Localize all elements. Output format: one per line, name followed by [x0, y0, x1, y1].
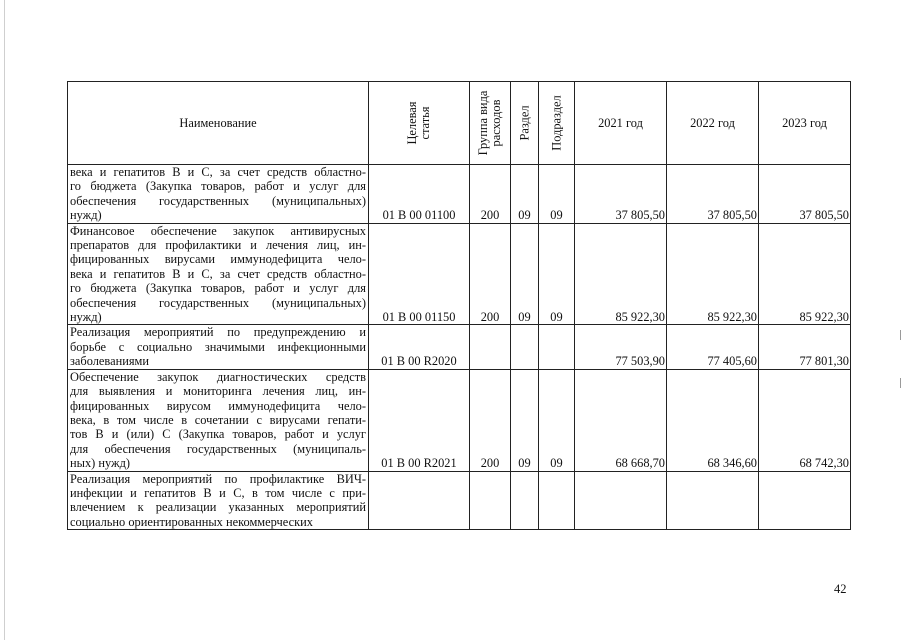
cell-target-article: 01 В 00 01100: [369, 165, 470, 224]
cell-name-line: борьбе с социально значимыми инфекционными: [70, 339, 366, 354]
cell-2023: 37 805,50: [759, 165, 851, 224]
table-row: [68, 165, 851, 224]
header-subsection: [539, 82, 575, 165]
header-year-2022: 2022 год: [667, 82, 759, 165]
cell-subsection: 09: [539, 165, 575, 224]
header-target-article-line: статья: [418, 106, 432, 140]
cell-expense-group: [470, 471, 511, 530]
cell-2022: 85 922,30: [667, 223, 759, 325]
cell-2022: 68 346,60: [667, 369, 759, 471]
cell-2021: 37 805,50: [575, 165, 667, 224]
cell-2022: 77 405,60: [667, 325, 759, 369]
cell-name-line: Реализация мероприятий по предупреждению и: [70, 325, 366, 340]
cell-2023: 77 801,30: [759, 325, 851, 369]
cell-name-line: для выявления и мониторинга лечения лиц, ин-: [70, 384, 366, 399]
cell-section: 09: [511, 165, 539, 224]
cell-expense-group: 200: [470, 369, 511, 471]
cell-name-line: препаратов для профилактики и лечения лиц, ин-: [70, 238, 366, 253]
cell-name-line: го бюджета (Закупка товаров, работ и услуг для: [70, 281, 366, 296]
cell-name-line: для обеспечения государственных (муниципаль-: [70, 441, 366, 456]
cell-2023: 68 742,30: [759, 369, 851, 471]
cell-name: [68, 369, 369, 471]
cell-name: [68, 165, 369, 224]
cell-2022: 37 805,50: [667, 165, 759, 224]
table-header-row: [68, 82, 851, 165]
cell-expense-group: 200: [470, 165, 511, 224]
cell-section: 09: [511, 369, 539, 471]
cell-section: 09: [511, 223, 539, 325]
cell-name-line: фицированных вирусами иммунодефицита чело-: [70, 252, 366, 267]
scan-left-edge: [4, 0, 5, 640]
cell-expense-group: [470, 325, 511, 369]
cell-subsection: [539, 325, 575, 369]
cell-target-article: 01 В 00 R2020: [369, 325, 470, 369]
cell-name-line: века и гепатитов В и С, за счет средств областно-: [70, 266, 366, 281]
cell-section: [511, 471, 539, 530]
cell-name-line: века, в том числе в сочетании с вирусами гепати-: [70, 412, 366, 427]
table-row: [68, 369, 851, 471]
cell-2021: 68 668,70: [575, 369, 667, 471]
cell-section: [511, 325, 539, 369]
header-expense-group-line: Группа вида: [476, 90, 490, 156]
cell-name-line: социально ориентированных некоммерческих: [70, 514, 313, 529]
header-year-2023: 2023 год: [759, 82, 851, 165]
cell-name-line: го бюджета (Закупка товаров, работ и услуг для: [70, 179, 366, 194]
cell-2023: 85 922,30: [759, 223, 851, 325]
scan-mark: [900, 330, 901, 340]
header-section-label: Раздел: [517, 105, 531, 141]
cell-subsection: 09: [539, 223, 575, 325]
cell-name-line: обеспечения государственных (муниципальных): [70, 193, 366, 208]
cell-name-line: инфекции и гепатитов В и С, в том числе с при-: [70, 485, 366, 500]
cell-name-line: Финансовое обеспечение закупок антивирусных: [70, 223, 366, 238]
cell-name-line: века и гепатитов В и С, за счет средств областно-: [70, 165, 366, 179]
cell-2023: [759, 471, 851, 530]
cell-name: [68, 471, 369, 530]
cell-2021: [575, 471, 667, 530]
cell-name: [68, 223, 369, 325]
cell-subsection: 09: [539, 369, 575, 471]
cell-2021: 85 922,30: [575, 223, 667, 325]
header-expense-group-line: расходов: [489, 99, 503, 147]
cell-name-line: заболеваниями: [70, 354, 150, 369]
cell-target-article: 01 В 00 R2021: [369, 369, 470, 471]
cell-name: [68, 325, 369, 369]
cell-target-article: [369, 471, 470, 530]
cell-name-line: нужд): [70, 310, 102, 325]
header-section: [511, 82, 539, 165]
scan-mark: [900, 378, 901, 388]
cell-2021: 77 503,90: [575, 325, 667, 369]
cell-2022: [667, 471, 759, 530]
header-expense-group: [470, 82, 511, 165]
header-target-article: [369, 82, 470, 165]
cell-name-line: Обеспечение закупок диагностических средств: [70, 369, 366, 384]
budget-table: [67, 81, 851, 530]
cell-name-line: обеспечения государственных (муниципальных): [70, 295, 366, 310]
cell-name-line: ных) нужд): [70, 456, 131, 471]
table-body: [68, 165, 851, 530]
cell-name-line: нужд): [70, 208, 102, 223]
cell-subsection: [539, 471, 575, 530]
header-target-article-line: Целевая: [405, 101, 419, 145]
cell-target-article: 01 В 00 01150: [369, 223, 470, 325]
cell-name-line: Реализация мероприятий по профилактике ВИЧ-: [70, 471, 366, 486]
table-row: [68, 223, 851, 325]
cell-expense-group: 200: [470, 223, 511, 325]
table-row: [68, 471, 851, 530]
header-name: Наименование: [68, 82, 369, 165]
page-number: 42: [834, 582, 847, 596]
header-subsection-label: Подраздел: [549, 95, 563, 151]
cell-name-line: фицированных вирусом иммунодефицита чело-: [70, 398, 366, 413]
cell-name-line: тов В и (или) С (Закупка товаров, работ и услуг: [70, 427, 366, 442]
cell-name-line: влечением к реализации указанных мероприятий: [70, 500, 366, 515]
header-year-2021: 2021 год: [575, 82, 667, 165]
table-row: [68, 325, 851, 369]
